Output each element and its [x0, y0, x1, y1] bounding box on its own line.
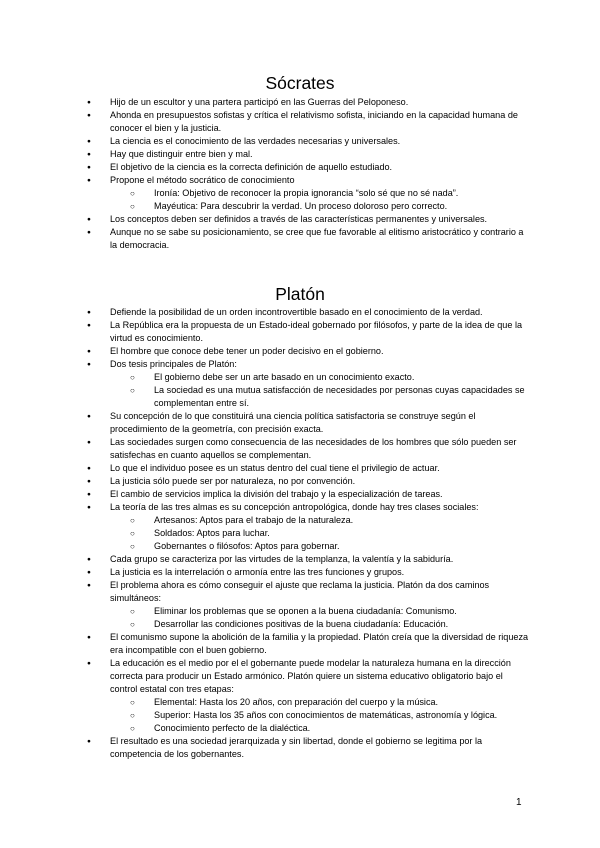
list-item [72, 657, 532, 735]
list-item [72, 501, 532, 553]
list-item [72, 475, 532, 488]
list-item-text: Hijo de un escultor y una partera participó en las Guerras del Peloponeso. [110, 97, 409, 107]
list-item [72, 579, 532, 631]
sub-list [110, 371, 532, 410]
list-item-text: Hay que distinguir entre bien y mal. [110, 149, 253, 159]
sub-list-item: ○ Elemental: Hasta los 20 años, con preparación del cuerpo y la música. [110, 696, 532, 709]
list-item [72, 345, 532, 358]
list-item-text: La justicia sólo puede ser por naturaleza, no por convención. [110, 476, 356, 486]
sub-list [110, 696, 532, 735]
list-item-text: El comunismo supone la abolición de la familia y la propiedad. Platón creía que la diversidad de riqueza era incompatible con el buen gobierno. [110, 632, 529, 655]
list-item-text: Dos tesis principales de Platón: [110, 359, 237, 369]
sub-list-item: ○ La sociedad es una mutua satisfacción de necesidades por personas cuyas capacidades se complementan entre sí. [110, 384, 532, 410]
list-item [72, 306, 532, 319]
list-item [72, 174, 532, 213]
sub-list-item: ○ Desarrollar las condiciones positivas de la buena ciudadanía: Educación. [110, 618, 532, 631]
list-item-text: La ciencia es el conocimiento de las verdades necesarias y universales. [110, 136, 401, 146]
list-item [72, 109, 532, 135]
list-item [72, 436, 532, 462]
list-item [72, 358, 532, 410]
list-item-text: Propone el método socrático de conocimiento [110, 175, 295, 185]
list-item [72, 410, 532, 436]
list-item-text: Los conceptos deben ser definidos a través de las características permanentes y universales. [110, 214, 488, 224]
list-item-text: El hombre que conoce debe tener un poder decisivo en el gobierno. [110, 346, 384, 356]
socrates-bullet-list [72, 96, 532, 252]
section-title-socrates: Sócrates [265, 73, 335, 93]
list-item [72, 631, 532, 657]
sub-list-item: ○ Eliminar los problemas que se oponen a la buena ciudadanía: Comunismo. [110, 605, 532, 618]
sub-list-item: ○ Gobernantes o filósofos: Aptos para gobernar. [110, 540, 532, 553]
list-item [72, 566, 532, 579]
sub-list [110, 514, 532, 553]
list-item [72, 96, 532, 109]
list-item [72, 735, 532, 761]
sub-list-item: ○ Soldados: Aptos para luchar. [110, 527, 532, 540]
list-item-text: Ahonda en presupuestos sofistas y crítica el relativismo sofista, iniciando en la capacidad humana de conocer el bien y la justicia. [110, 110, 518, 133]
list-item-text: Lo que el individuo posee es un status dentro del cual tiene el privilegio de actuar. [110, 463, 440, 473]
sub-list [110, 187, 532, 213]
sub-list-item: ○ Superior: Hasta los 35 años con conocimientos de matemáticas, astronomía y lógica. [110, 709, 532, 722]
list-item-text: Las sociedades surgen como consecuencia de las necesidades de los hombres que sólo pueden ser satisfechas en cuanto aquellos se complementan. [110, 437, 517, 460]
list-item-text: El resultado es una sociedad jerarquizada y sin libertad, donde el gobierno se legitima por la competencia de los gobernantes. [110, 736, 483, 759]
list-item-text: El objetivo de la ciencia es la correcta definición de aquello estudiado. [110, 162, 393, 172]
list-item [72, 148, 532, 161]
list-item-text: Aunque no se sabe su posicionamiento, se cree que fue favorable al elitismo aristocrático y contrario a la democracia. [110, 227, 524, 250]
list-item [72, 319, 532, 345]
platon-bullet-list [72, 306, 532, 761]
list-item [72, 488, 532, 501]
sub-list-item: ○ Mayéutica: Para descubrir la verdad. Un proceso doloroso pero correcto. [110, 200, 532, 213]
list-item [72, 135, 532, 148]
list-item-text: La teoría de las tres almas es su concepción antropológica, donde hay tres clases sociales: [110, 502, 479, 512]
list-item-text: El problema ahora es cómo conseguir el ajuste que reclama la justicia. Platón da dos caminos simultáneos: [110, 580, 490, 603]
list-item-text: Cada grupo se caracteriza por las virtudes de la templanza, la valentía y la sabiduría. [110, 554, 454, 564]
list-item-text: La República era la propuesta de un Estado-ideal gobernado por filósofos, y parte de la idea de que la virtud es conocimiento. [110, 320, 523, 343]
sub-list-item: ○ Conocimiento perfecto de la dialéctica. [110, 722, 532, 735]
sub-list [110, 605, 532, 631]
section-title-platon: Platón [275, 284, 325, 304]
sub-list-item: ○ Artesanos: Aptos para el trabajo de la naturaleza. [110, 514, 532, 527]
sub-list-item: ○ El gobierno debe ser un arte basado en un conocimiento exacto. [110, 371, 532, 384]
list-item [72, 161, 532, 174]
list-item [72, 213, 532, 226]
list-item-text: La justicia es la interrelación o armonía entre las tres funciones y grupos. [110, 567, 405, 577]
sub-list-item: ○ Ironía: Objetivo de reconocer la propia ignorancia “solo sé que no sé nada”. [110, 187, 532, 200]
list-item [72, 462, 532, 475]
list-item-text: La educación es el medio por el el gobernante puede modelar la naturaleza humana en la dirección correcta para producir un Estado armónico. Platón quiere un sistema educativo obligatorio bajo el control estatal con tres etapas: [110, 658, 511, 694]
list-item-text: Defiende la posibilidad de un orden incontrovertible basado en el conocimiento de la verdad. [110, 307, 483, 317]
list-item-text: Su concepción de lo que constituirá una ciencia política satisfactoria se construye según el procedimiento de la geometría, con precisión exacta. [110, 411, 476, 434]
page-number: 1 [516, 797, 522, 808]
list-item-text: El cambio de servicios implica la división del trabajo y la especialización de tareas. [110, 489, 443, 499]
list-item [72, 226, 532, 252]
list-item [72, 553, 532, 566]
